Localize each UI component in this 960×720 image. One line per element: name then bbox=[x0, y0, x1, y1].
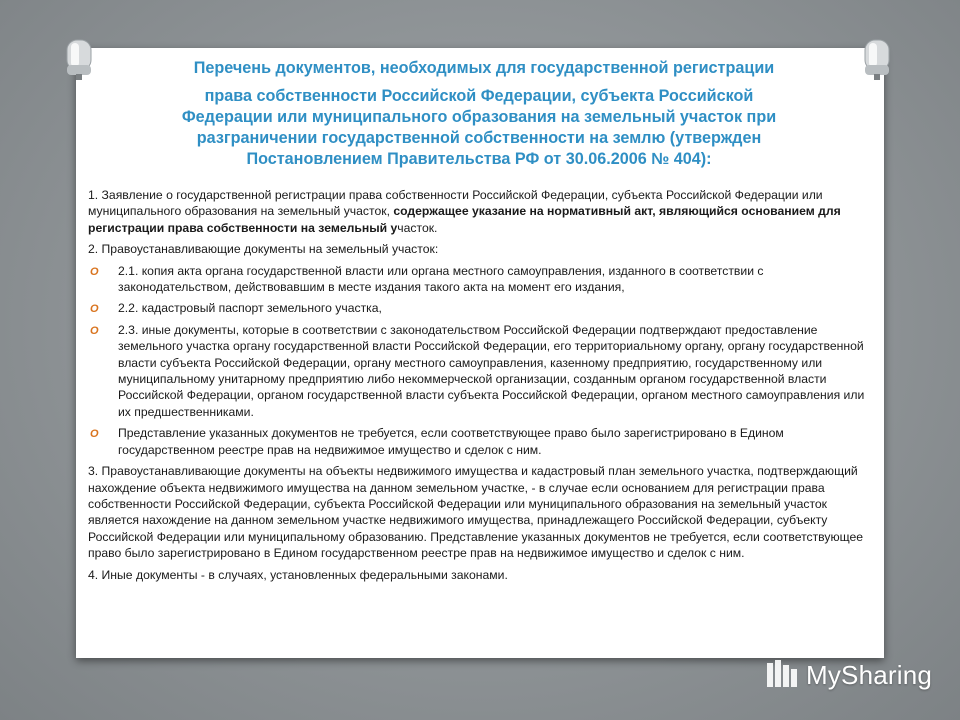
mysharing-logo bbox=[766, 656, 946, 694]
item-3: 3. Правоустанавливающие документы на объекты недвижимого имущества и кадастровый план земельного участка, подтверждающий нахождение объекта недвижимого имущества на данном земельном участке, - в случае если основанием для регистрации права собственности Российской Федерации, субъекта Российской Федерации или муниципального образования на земельный участок является нахождение на данном земельном участке недвижимого имущества, принадлежащего Российской Федерации, субъекту Российской Федерации или муниципальному образованию. Представление указанных документов не требуется, если соответствующее право было зарегистрировано в Едином государственном реестре прав на недвижимое имущество и сделок с ним. bbox=[88, 464, 864, 561]
item-1-end-text: часток. bbox=[397, 220, 438, 235]
title-line: Перечень документов, необходимых для государственной регистрации bbox=[193, 59, 775, 77]
bullet-item bbox=[88, 322, 872, 420]
pushpin-icon bbox=[862, 34, 892, 80]
bullet-text: Представление указанных документов не требуется, если соответствующее право было зарегистрировано в Едином государственном реестре прав на недвижимое имущество и сделок с ним. bbox=[118, 426, 784, 457]
slide-body bbox=[88, 187, 872, 588]
item-1-bold-text: содержащее указание на нормативный акт, являющийся основанием для регистрации права собственности на земельный у bbox=[88, 204, 841, 235]
item-1-text: 1. Заявление о государственной регистрации права собственности Российской Федерации, субъекта Российской Федерации или муниципального образования на земельный участок, bbox=[88, 188, 823, 219]
bullet-text: 2.1. копия акта органа государственной власти или органа местного самоуправления, изданного в соответствии с законодательством, действовавшим в месте издания такого акта на момент его издания, bbox=[118, 263, 764, 295]
item-1 bbox=[88, 187, 872, 236]
title-line: разграничении государственной собственности на землю (утвержден bbox=[196, 129, 762, 147]
bullet-item bbox=[88, 300, 872, 316]
slide-title bbox=[96, 58, 862, 170]
item-2: 2. Правоустанавливающие документы на земельный участок: bbox=[88, 242, 439, 257]
bullet-icon: O bbox=[90, 303, 99, 316]
logo-text: MySharing bbox=[806, 659, 933, 690]
bullet-text: 2.2. кадастровый паспорт земельного участка, bbox=[118, 301, 382, 316]
title-line: Постановлением Правительства РФ от 30.06.2006 № 404): bbox=[246, 150, 712, 168]
bullet-icon: O bbox=[90, 265, 99, 278]
title-line: права собственности Российской Федерации, субъекта Российской bbox=[204, 87, 754, 105]
bullet-text: 2.3. иные документы, которые в соответствии с законодательством Российской Федерации подтверждают предоставление земельного участка органу государственной власти Российской Федерации, его территориальному органу, органу государственной власти субъекта Российской Федерации, органу местного самоуправления, казенному предприятию, государственному или муниципальному унитарному предприятию либо некоммерческой организации, созданным органом государственной власти Российской Федерации, органом государственной власти субъекта Российской Федерации, органом местного самоуправления или их предшественниками. bbox=[118, 322, 865, 419]
bullet-item bbox=[88, 425, 872, 458]
item-4: 4. Иные документы - в случаях, установленных федеральными законами. bbox=[88, 567, 508, 582]
title-line: Федерации или муниципального образования на земельный участок при bbox=[181, 108, 777, 126]
pushpin-icon bbox=[64, 34, 94, 80]
bullet-item bbox=[88, 263, 872, 296]
bullet-icon: O bbox=[90, 428, 99, 441]
logo-icon bbox=[766, 660, 800, 690]
bullet-icon: O bbox=[90, 324, 99, 337]
